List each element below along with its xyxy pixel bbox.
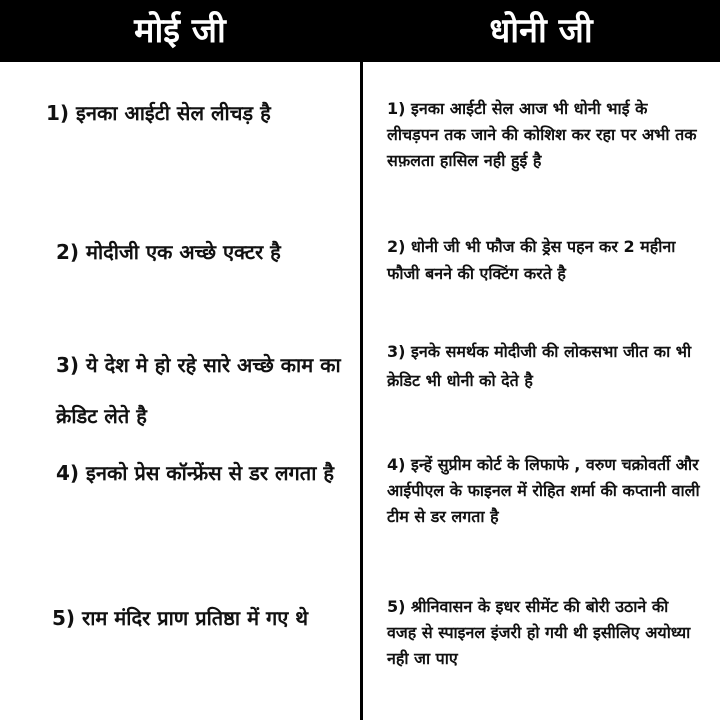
right-point-3: 3) इनके समर्थक मोदीजी की लोकसभा जीत का भी क्रेडिट भी धोनी को देते है bbox=[387, 342, 692, 390]
left-point-3: 3) ये देश मे हो रहे सारे अच्छे काम का क्रेडिट लेते है bbox=[56, 353, 341, 428]
left-column-title: मोई जी bbox=[134, 11, 226, 51]
right-point-5: 5) श्रीनिवासन के इधर सीमेंट की बोरी उठाने की वजह से स्पाइनल इंजरी हो गयी थी इसीलिए अयोध्या नही जा पाए bbox=[387, 597, 691, 668]
right-point-1: 1) इनका आईटी सेल आज भी धोनी भाई के लीचड़पन तक जाने की कोशिश कर रहा पर अभी तक सफ़लता हासिल नही हुई है bbox=[387, 99, 697, 170]
left-point-1: 1) इनका आईटी सेल लीचड़ है bbox=[46, 101, 271, 125]
right-point-4: 4) इन्हें सुप्रीम कोर्ट के लिफाफे , वरुण चक्रोवर्ती और आईपीएल के फाइनल में रोहित शर्मा की कप्तानी वाली टीम से डर लगता है bbox=[387, 455, 700, 526]
header-bar bbox=[0, 0, 720, 62]
left-point-2: 2) मोदीजी एक अच्छे एक्टर है bbox=[56, 240, 281, 264]
right-column-title: धोनी जी bbox=[489, 11, 593, 51]
left-point-4: 4) इनको प्रेस कॉन्फ्रेंस से डर लगता है bbox=[56, 461, 334, 485]
left-point-5: 5) राम मंदिर प्राण प्रतिष्ठा में गए थे bbox=[52, 606, 309, 630]
right-point-2: 2) धोनी जी भी फौज की ड्रेस पहन कर 2 महीना फौजी बनने की एक्टिंग करते है bbox=[387, 237, 676, 283]
column-divider bbox=[360, 62, 363, 720]
